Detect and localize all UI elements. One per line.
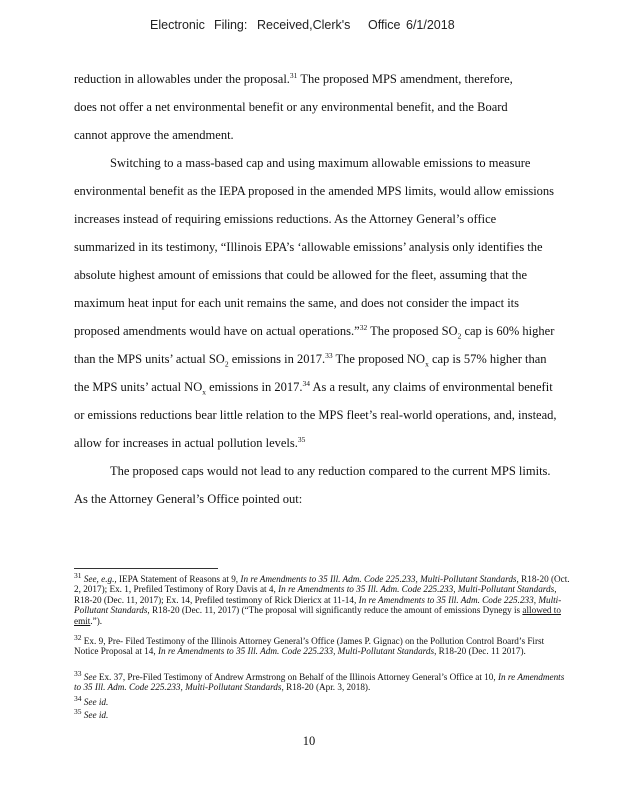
- text-span: , R18-20 (Oct. 2, 2017); Ex. 1, Prefiled Testimony of Rory Davis at 4,: [74, 574, 570, 595]
- text-span: As a result, any claims of environmental benefit: [310, 380, 553, 394]
- text-span: allow for increases in actual pollution levels.: [74, 436, 298, 450]
- text-span: See: [81, 672, 97, 682]
- footnote-31: [74, 570, 570, 626]
- footnote-ref-31[interactable]: 31: [289, 70, 298, 80]
- text-span: In re Amendments to 35 Ill. Adm. Code 225.233, Multi-Pollutant Standards: [278, 584, 555, 595]
- text-span: Ex. 9, Pre- Filed Testimony of the Illinois Attorney General’s Office (James P. Gignac) on the Pollution Control Board’s First Notice Proposal at 14,: [74, 636, 545, 657]
- footnote-32: [74, 632, 570, 657]
- subscript: 2: [224, 359, 229, 369]
- body-line: does not offer a net environmental benefit or any environmental benefit, and the Board: [74, 100, 508, 114]
- body-line: increases instead of requiring emissions reductions. As the Attorney General’s office: [74, 212, 497, 226]
- body-line: [74, 436, 305, 451]
- body-line: [74, 352, 547, 367]
- text-span: cap is 57% higher than: [428, 352, 547, 366]
- text-span: In re Amendments to 35 Ill. Adm. Code 225.233, Multi-Pollutant Standards: [157, 646, 435, 657]
- footnote-number: 35: [74, 706, 82, 716]
- text-span: Ex. 37, Pre-Filed Testimony of Andrew Armstrong on Behalf of the Illinois Attorney General’s Office at 10,: [96, 672, 498, 682]
- text-span: emissions in 2017.: [205, 380, 303, 394]
- body-line: environmental benefit as the IEPA proposed in the amended MPS limits, would allow emissions: [74, 184, 555, 198]
- text-span: The proposed NO: [332, 352, 426, 366]
- footnote-35: [74, 706, 570, 720]
- text-span: the MPS units’ actual NO: [74, 380, 203, 394]
- text-span: The proposed MPS amendment, therefore,: [297, 72, 513, 86]
- footnote-34: [74, 693, 570, 707]
- text-span: The proposed SO: [367, 324, 458, 338]
- body-line: summarized in its testimony, “Illinois EPA’s ‘allowable emissions’ analysis only identifies the: [74, 240, 543, 254]
- header-word-received-clerks: Received,Clerk's: [257, 18, 351, 32]
- header-word-electronic: Electronic: [150, 18, 205, 32]
- text-span: proposed amendments would have on actual operations.”: [74, 324, 360, 338]
- subscript: x: [425, 359, 429, 369]
- text-span: than the MPS units’ actual SO: [74, 352, 225, 366]
- footnote-ref-34[interactable]: 34: [302, 378, 311, 388]
- footnote-ref-35[interactable]: 35: [297, 434, 306, 444]
- text-span: reduction in allowables under the proposal.: [74, 72, 290, 86]
- body-line: maximum heat input for each unit remains the same, and does not consider the impact its: [74, 296, 520, 310]
- body-line: absolute highest amount of emissions that could be allowed for the fleet, assuming that the: [74, 268, 528, 282]
- header-word-filing: Filing:: [214, 18, 248, 32]
- footnote-divider: [74, 568, 218, 569]
- text-span: In re Amendments to 35 Ill. Adm. Code 225.233, Multi-Pollutant Standards: [74, 672, 565, 693]
- text-span: See id.: [81, 710, 109, 720]
- footnote-number: 33: [74, 668, 82, 678]
- text-span: , R18-20 (Apr. 3, 2018).: [281, 682, 371, 693]
- text-span: See, e.g.,: [81, 574, 117, 584]
- text-span: allowed to emit: [74, 605, 561, 626]
- footnote-ref-32[interactable]: 32: [359, 322, 368, 332]
- footnote-33: [74, 668, 570, 693]
- subscript: 2: [457, 331, 462, 341]
- body-line: [74, 324, 554, 339]
- body-line: Switching to a mass-based cap and using maximum allowable emissions to measure: [110, 156, 531, 170]
- text-span: .”).: [90, 615, 103, 626]
- body-line: cannot approve the amendment.: [74, 128, 234, 142]
- text-span: emissions in 2017.: [228, 352, 326, 366]
- footnote-ref-33[interactable]: 33: [325, 350, 333, 360]
- text-span: In re Amendments to 35 Ill. Adm. Code 225.233, Multi-Pollutant Standards: [74, 594, 562, 616]
- body-line: [74, 72, 513, 87]
- text-span: In re Amendments to 35 Ill. Adm. Code 225.233, Multi-Pollutant Standards: [240, 574, 517, 584]
- text-span: , R18-20 (Dec. 11, 2017); Ex. 14, Prefiled testimony of Rick Diericx at 11-14,: [74, 584, 557, 605]
- text-span: See id.: [81, 697, 109, 707]
- text-span: , R18-20 (Dec. 11, 2017) (“The proposal will significantly reduce the amount of emissions Dynegy is: [147, 605, 523, 616]
- page-number: 10: [302, 734, 316, 748]
- header-word-date: 6/1/2018: [406, 18, 455, 32]
- subscript: x: [202, 387, 206, 397]
- text-span: IEPA Statement of Reasons at 9,: [116, 574, 241, 584]
- text-span: , R18-20 (Dec. 11 2017).: [434, 646, 526, 657]
- text-span: cap is 60% higher: [461, 324, 555, 338]
- body-line: or emissions reductions bear little relation to the MPS fleet’s real-world operations, and, instead,: [74, 408, 557, 422]
- footnote-number: 32: [74, 632, 82, 642]
- header-word-office: Office: [368, 18, 401, 32]
- footnote-number: 31: [74, 570, 82, 580]
- body-line: [74, 380, 553, 395]
- footnote-number: 34: [74, 693, 82, 703]
- body-line: The proposed caps would not lead to any reduction compared to the current MPS limits.: [110, 464, 551, 478]
- body-line: As the Attorney General’s Office pointed out:: [74, 492, 303, 506]
